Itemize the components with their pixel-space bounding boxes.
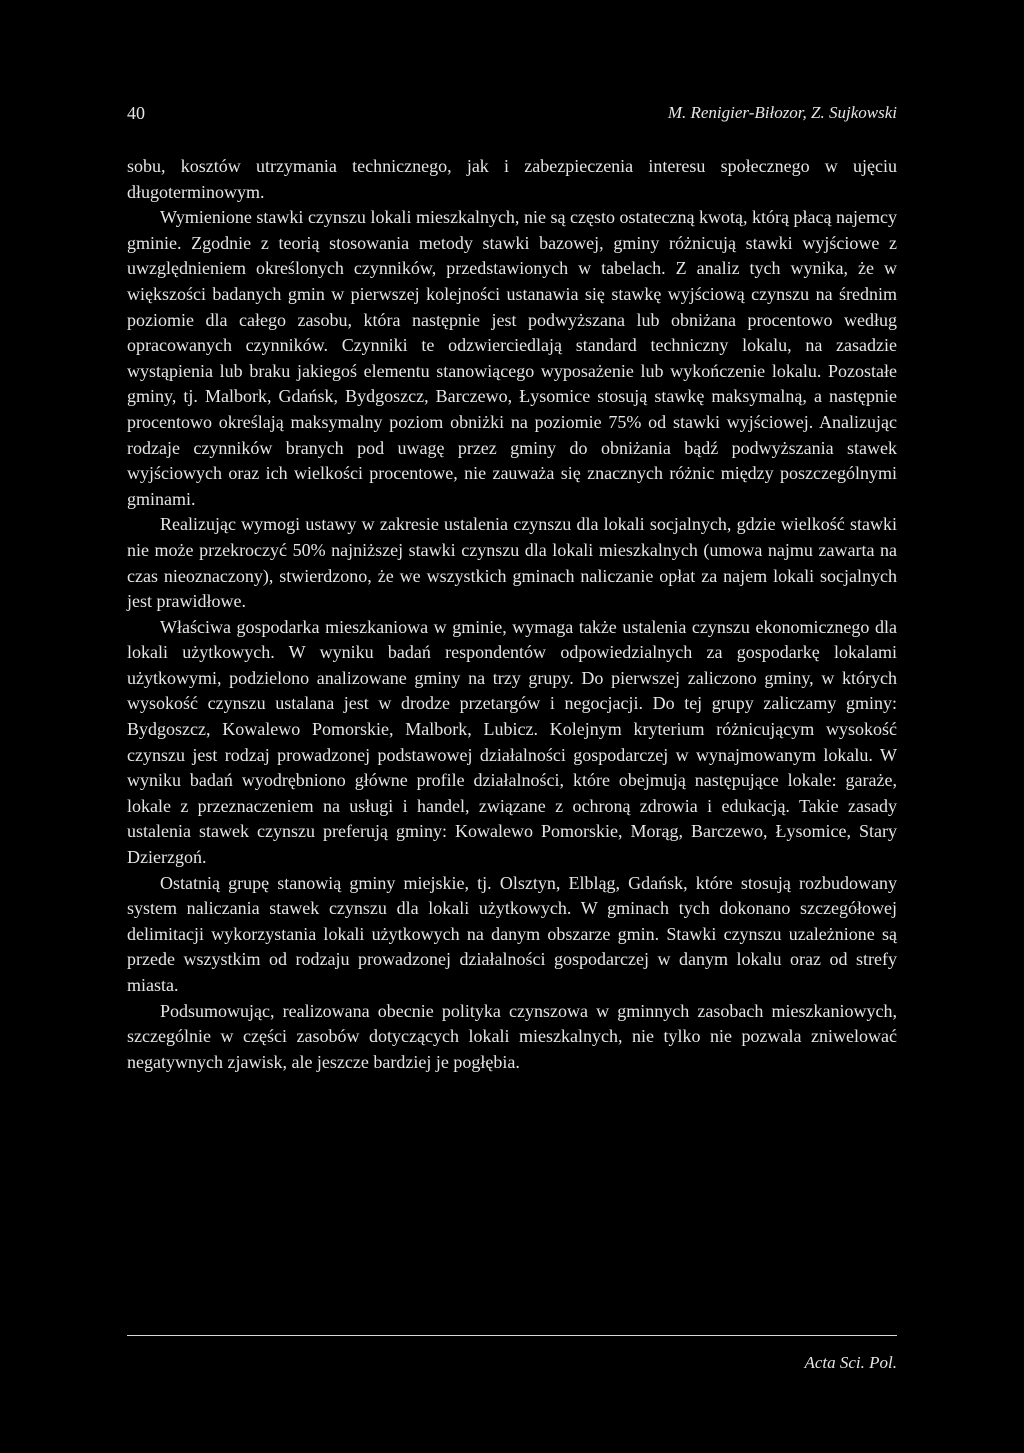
paragraph: Podsumowując, realizowana obecnie polityka czynszowa w gminnych zasobach mieszkaniowych, szczególnie w części zasobów dotyczących lokali mieszkalnych, nie tylko nie pozwala zniwelować negatywnych zjawisk, ale jeszcze bardziej je pogłębia. — [127, 1000, 897, 1072]
footer-journal-name: Acta Sci. Pol. — [804, 1353, 897, 1372]
paragraph: Wymienione stawki czynszu lokali mieszkalnych, nie są często ostateczną kwotą, którą płacą najemcy gminie. Zgodnie z teorią stosowania metody stawki bazowej, gminy różnicują stawki wyjściowe z uwzględnieniem określonych czynników, przedstawionych w tabelach. Z analiz tych wynika, że w większości badanych gmin w pierwszej kolejności ustanawia się stawkę wyjściową czynszu na średnim poziomie dla całego zasobu, która następnie jest podwyższana lub obniżana procentowo według opracowanych czynników. Czynniki te odzwierciedlają standard techniczny lokalu, na zasadzie wystąpienia lub braku jakiegoś elementu stanowiącego wyposażenie lub wykończenie lokalu. Pozostałe gminy, tj. Malbork, Gdańsk, Bydgoszcz, Barczewo, Łysomice stosują stawkę maksymalną, a następnie procentowo określają maksymalny poziom obniżki na poziomie 75% od stawki wyjściowej. Analizując rodzaje czynników branych pod uwagę przez gminy do obniżania bądź podwyższania stawek wyjściowych oraz ich wielkości procentowe, nie zauważa się znacznych różnic między poszczególnymi gminami. — [127, 207, 897, 509]
page-header — [127, 101, 897, 127]
paragraph: Realizując wymogi ustawy w zakresie ustalenia czynszu dla lokali socjalnych, gdzie wielkość stawki nie może przekroczyć 50% najniższej stawki czynszu dla lokali mieszkalnych (umowa najmu zawarta na czas nieoznaczony), stwierdzono, że we wszystkich gminach naliczanie opłat za najem lokali socjalnych jest prawidłowe. — [127, 514, 897, 612]
paragraph: sobu, kosztów utrzymania technicznego, jak i zabezpieczenia interesu społecznego w ujęciu długoterminowym. — [127, 156, 897, 202]
footer-rule — [127, 1335, 897, 1336]
paragraph: Właściwa gospodarka mieszkaniowa w gminie, wymaga także ustalenia czynszu ekonomicznego dla lokali użytkowych. W wyniku badań respondentów odpowiedzialnych za gospodarkę lokalami użytkowymi, podzielono analizowane gminy na trzy grupy. Do pierwszej zaliczono gminy, w których wysokość czynszu ustalana jest w drodze przetargów i negocjacji. Do tej grupy zaliczamy gminy: Bydgoszcz, Kowalewo Pomorskie, Malbork, Lubicz. Kolejnym kryterium różnicującym wysokość czynszu jest rodzaj prowadzonej podstawowej działalności gospodarczej w wynajmowanym lokalu. W wyniku badań wyodrębniono główne profile działalności, które obejmują następujące lokale: garaże, lokale z przeznaczeniem na usługi i handel, związane z ochroną zdrowia i edukacją. Takie zasady ustalenia stawek czynszu preferują gminy: Kowalewo Pomorskie, Morąg, Barczewo, Łysomice, Stary Dzierzgoń. — [127, 616, 897, 868]
page-number: 40 — [127, 103, 145, 123]
running-head-authors: M. Renigier-Biłozor, Z. Sujkowski — [667, 103, 897, 122]
paragraph: Ostatnią grupę stanowią gminy miejskie, tj. Olsztyn, Elbląg, Gdańsk, które stosują rozbudowany system naliczania stawek czynszu dla lokali użytkowych. W gminach tych dokonano szczegółowej delimitacji wykorzystania lokali użytkowych na danym obszarze gmin. Stawki czynszu uzależnione są przede wszystkim od rodzaju prowadzonej działalności gospodarczej w danym lokalu oraz od strefy miasta. — [127, 872, 897, 995]
body-text — [127, 154, 897, 1075]
